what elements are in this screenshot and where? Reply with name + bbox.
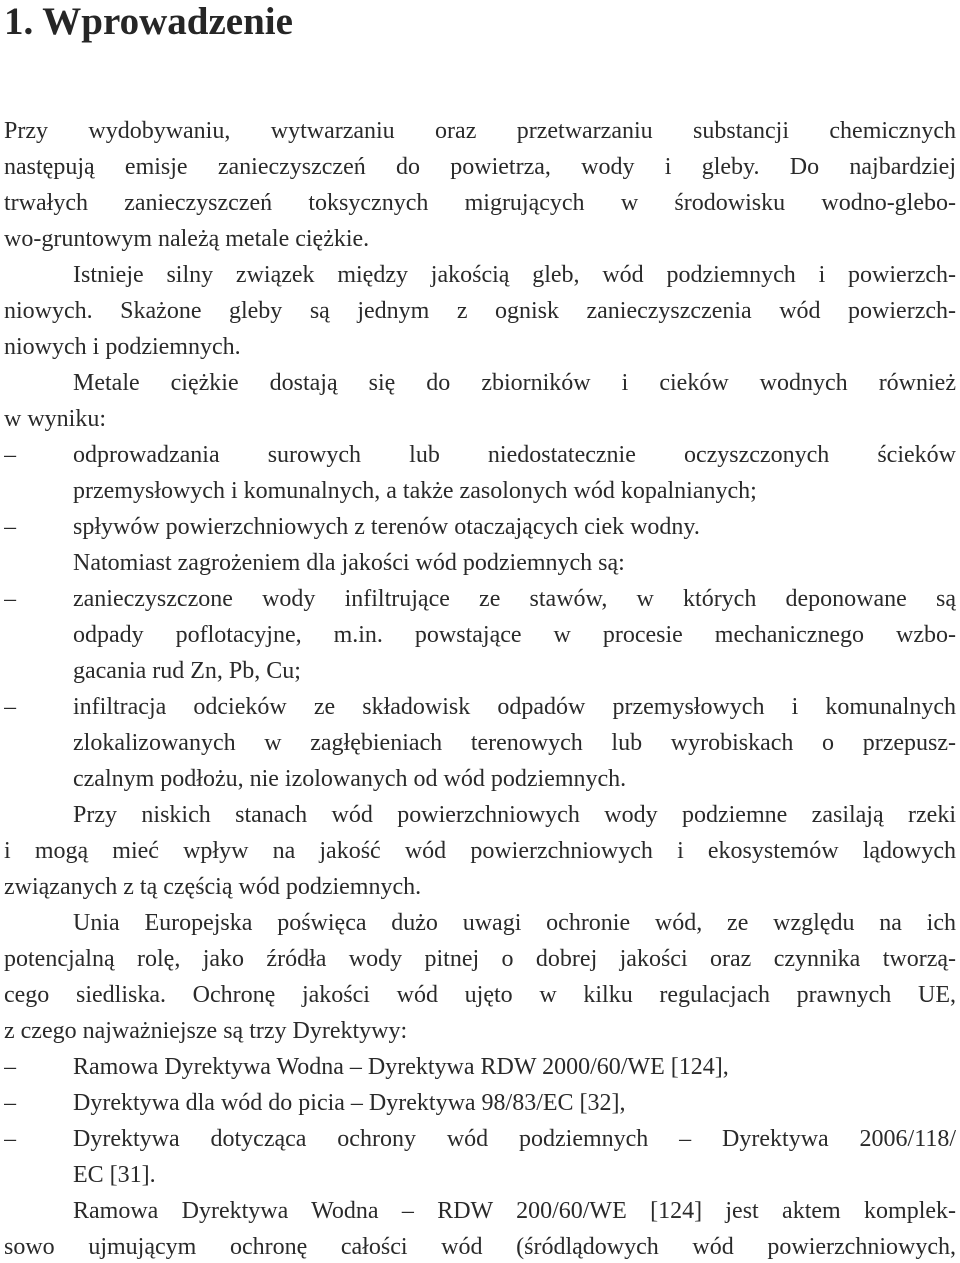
text-line: Istnieje silny związek między jakością gleb, wód podziemnych i powierzch- [73,262,956,288]
dash-bullet: – [4,1126,16,1152]
text-line: Unia Europejska poświęca dużo uwagi ochronie wód, ze względu na ich [73,910,956,936]
list-item [4,509,956,545]
text-line: i mogą mieć wpływ na jakość wód powierzchniowych i ekosystemów lądowych [4,838,956,864]
list-item [4,1121,956,1157]
list-item [4,1049,956,1085]
list-item [4,437,956,473]
text-line: w wyniku: [4,406,106,432]
text-line: trwałych zanieczyszczeń toksycznych migrujących w środowisku wodno-glebo- [4,190,956,216]
list-item-text: spływów powierzchniowych z terenów otaczających ciek wodny. [73,514,700,540]
list-item [4,581,956,617]
list-item-continuation [4,473,956,509]
list-item-text: Dyrektywa dla wód do picia – Dyrektywa 98/83/EC [32], [73,1090,626,1116]
text-line: sowo ujmującym ochronę całości wód (śródlądowych wód powierzchniowych, [4,1234,956,1260]
list-item-text: gacania rud Zn, Pb, Cu; [73,658,301,684]
list-item-text: zanieczyszczone wody infiltrujące ze stawów, w których deponowane są [73,586,956,612]
list-item-text: przemysłowych i komunalnych, a także zasolonych wód kopalnianych; [73,478,757,504]
list-item [4,689,956,725]
text-line: cego siedliska. Ochronę jakości wód ujęto w kilku regulacjach prawnych UE, [4,982,956,1008]
list-item-continuation [4,1157,956,1193]
dash-bullet: – [4,586,16,612]
text-line: Ramowa Dyrektywa Wodna – RDW 200/60/WE [124] jest aktem komplek- [73,1198,956,1224]
dash-bullet: – [4,1054,16,1080]
list-item-text: czalnym podłożu, nie izolowanych od wód podziemnych. [73,766,627,792]
document-body [4,113,956,1263]
list-item-continuation [4,725,956,761]
list-item-text: zlokalizowanych w zagłębieniach terenowych lub wyrobiskach o przepusz- [73,730,956,756]
text-line: związanych z tą częścią wód podziemnych. [4,874,422,900]
text-line: z czego najważniejsze są trzy Dyrektywy: [4,1018,408,1044]
text-line: potencjalną rolę, jako źródła wody pitnej o dobrej jakości oraz czynnika tworzą- [4,946,956,972]
dash-bullet: – [4,1090,16,1116]
list-item-text: odpady poflotacyjne, m.in. powstające w procesie mechanicznego wzbo- [73,622,956,648]
list-item [4,1085,956,1121]
list-item-continuation [4,761,956,797]
list-item-text: EC [31]. [73,1162,156,1188]
text-line: Metale ciężkie dostają się do zbiorników i cieków wodnych również [73,370,956,396]
text-line: Natomiast zagrożeniem dla jakości wód podziemnych są: [73,550,625,576]
list-item-continuation [4,653,956,689]
text-line: niowych. Skażone gleby są jednym z ognisk zanieczyszczenia wód powierzch- [4,298,956,324]
list-item-continuation [4,617,956,653]
text-line: Przy wydobywaniu, wytwarzaniu oraz przetwarzaniu substancji chemicznych [4,118,956,144]
list-item-text: Ramowa Dyrektywa Wodna – Dyrektywa RDW 2000/60/WE [124], [73,1054,729,1080]
text-line: następują emisje zanieczyszczeń do powietrza, wody i gleby. Do najbardziej [4,154,956,180]
text-line: Przy niskich stanach wód powierzchniowych wody podziemne zasilają rzeki [73,802,956,828]
dash-bullet: – [4,694,16,720]
list-item-text: Dyrektywa dotycząca ochrony wód podziemnych – Dyrektywa 2006/118/ [73,1126,956,1152]
text-line: niowych i podziemnych. [4,334,241,360]
list-item-text: odprowadzania surowych lub niedostatecznie oczyszczonych ścieków [73,442,956,468]
text-line: wo-gruntowym należą metale ciężkie. [4,226,370,252]
dash-bullet: – [4,514,16,540]
chapter-heading: 1. Wprowadzenie [4,0,293,43]
list-item-text: infiltracja odcieków ze składowisk odpadów przemysłowych i komunalnych [73,694,956,720]
dash-bullet: – [4,442,16,468]
